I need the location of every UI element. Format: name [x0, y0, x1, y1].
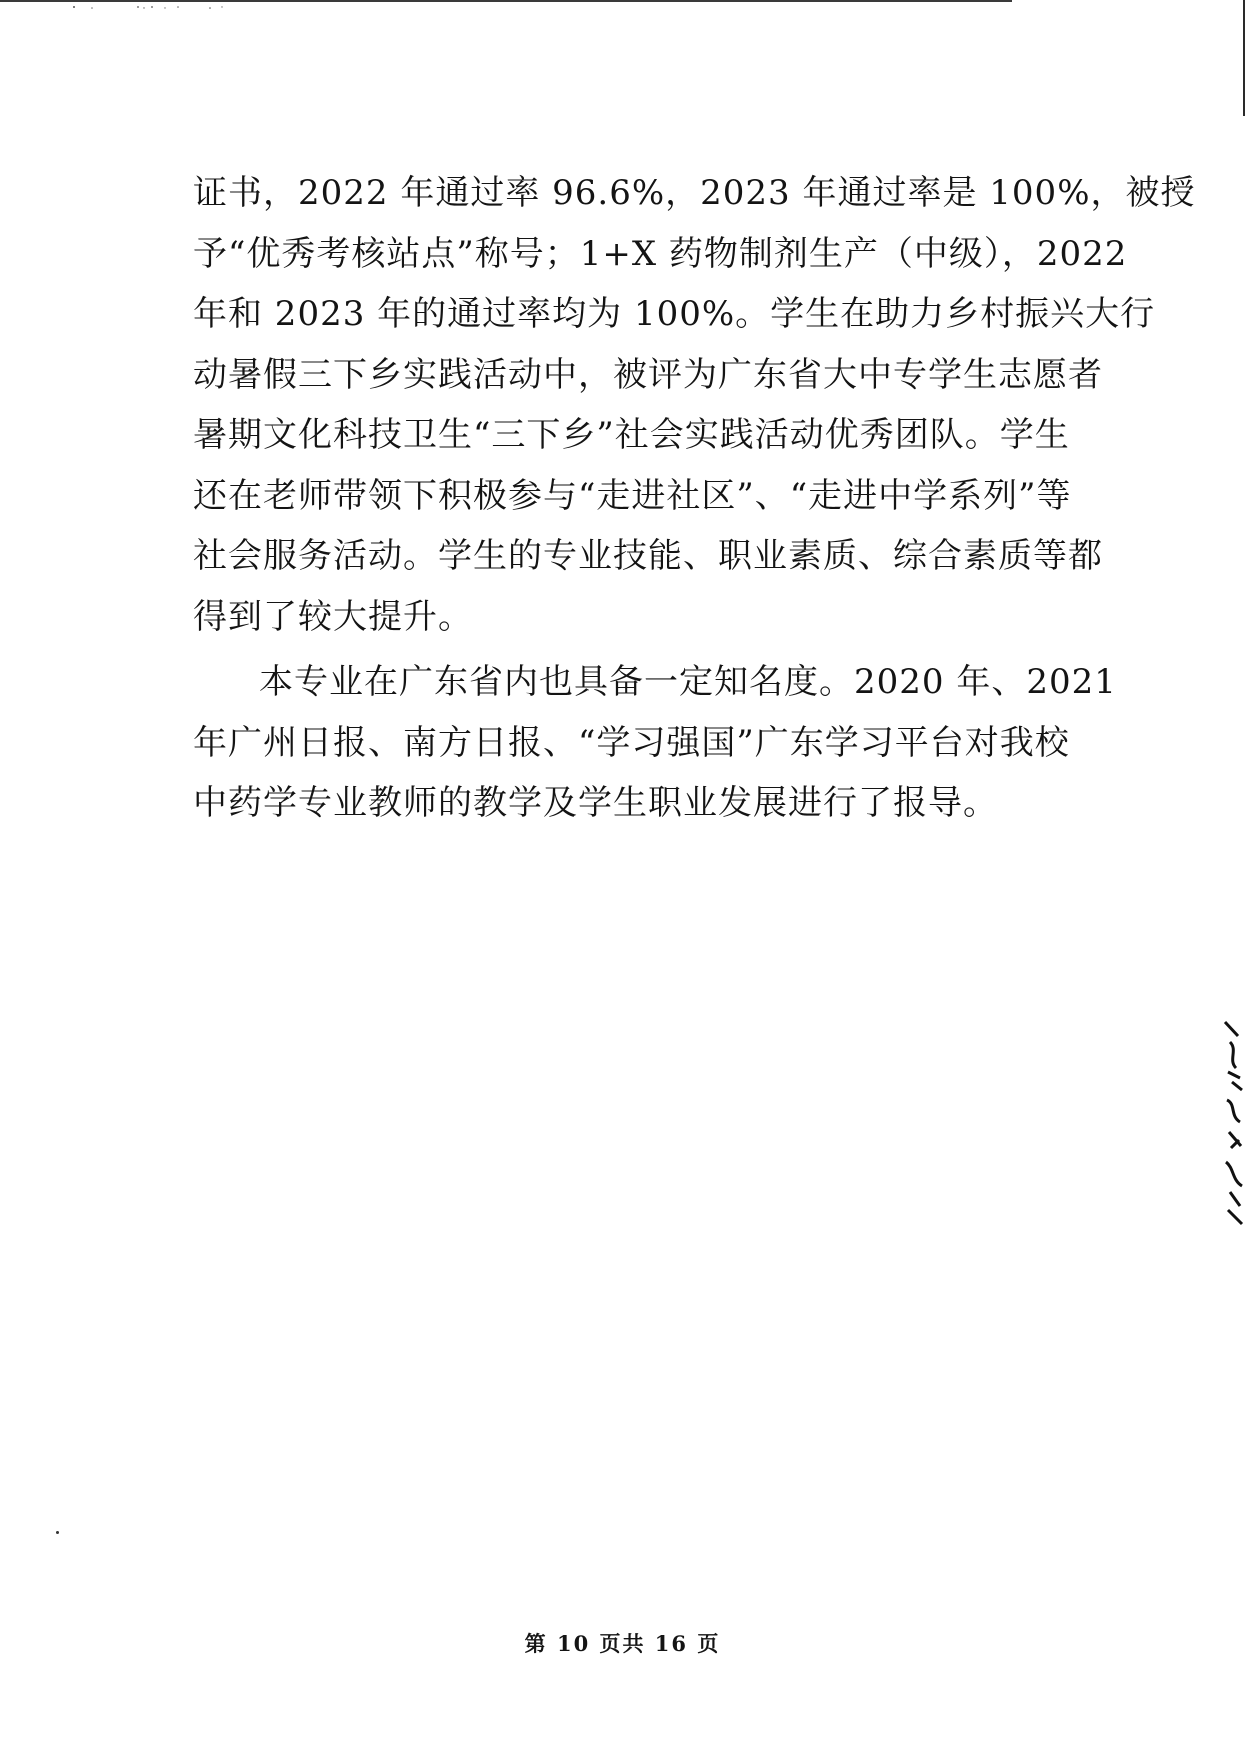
top-border-line — [0, 0, 1012, 2]
scan-artifact-dot — [56, 1531, 59, 1534]
scan-artifact-specks — [70, 3, 270, 11]
text-line: 予“优秀考核站点”称号；1+X 药物制剂生产（中级），2022 — [193, 233, 1128, 274]
text-line: 还在老师带领下积极参与“走进社区”、“走进中学系列”等 — [193, 475, 1072, 516]
text-line: 中药学专业教师的教学及学生职业发展进行了报导。 — [193, 783, 998, 823]
text-line: 得到了较大提升。 — [193, 596, 473, 637]
paragraph-student-achievements — [193, 163, 1196, 647]
document-body — [193, 163, 1196, 834]
text-line: 本专业在广东省内也具备一定知名度。2020 年、2021 — [259, 662, 1117, 702]
text-line: 证书，2022 年通过率 96.6%，2023 年通过率是 100%，被授 — [193, 173, 1196, 213]
text-line: 动暑假三下乡实践活动中，被评为广东省大中专学生志愿者 — [193, 354, 1103, 395]
text-line: 社会服务活动。学生的专业技能、职业素质、综合素质等都 — [193, 536, 1103, 576]
seal-stamp-fragment — [1222, 1020, 1245, 1230]
page-number: 第 10 页共 16 页 — [524, 1631, 721, 1656]
text-line: 年广州日报、南方日报、“学习强国”广东学习平台对我校 — [193, 722, 1070, 763]
text-line: 年和 2023 年的通过率均为 100%。学生在助力乡村振兴大行 — [193, 294, 1156, 334]
paragraph-reputation — [193, 652, 1117, 834]
text-line: 暑期文化科技卫生“三下乡”社会实践活动优秀团队。学生 — [193, 415, 1070, 455]
